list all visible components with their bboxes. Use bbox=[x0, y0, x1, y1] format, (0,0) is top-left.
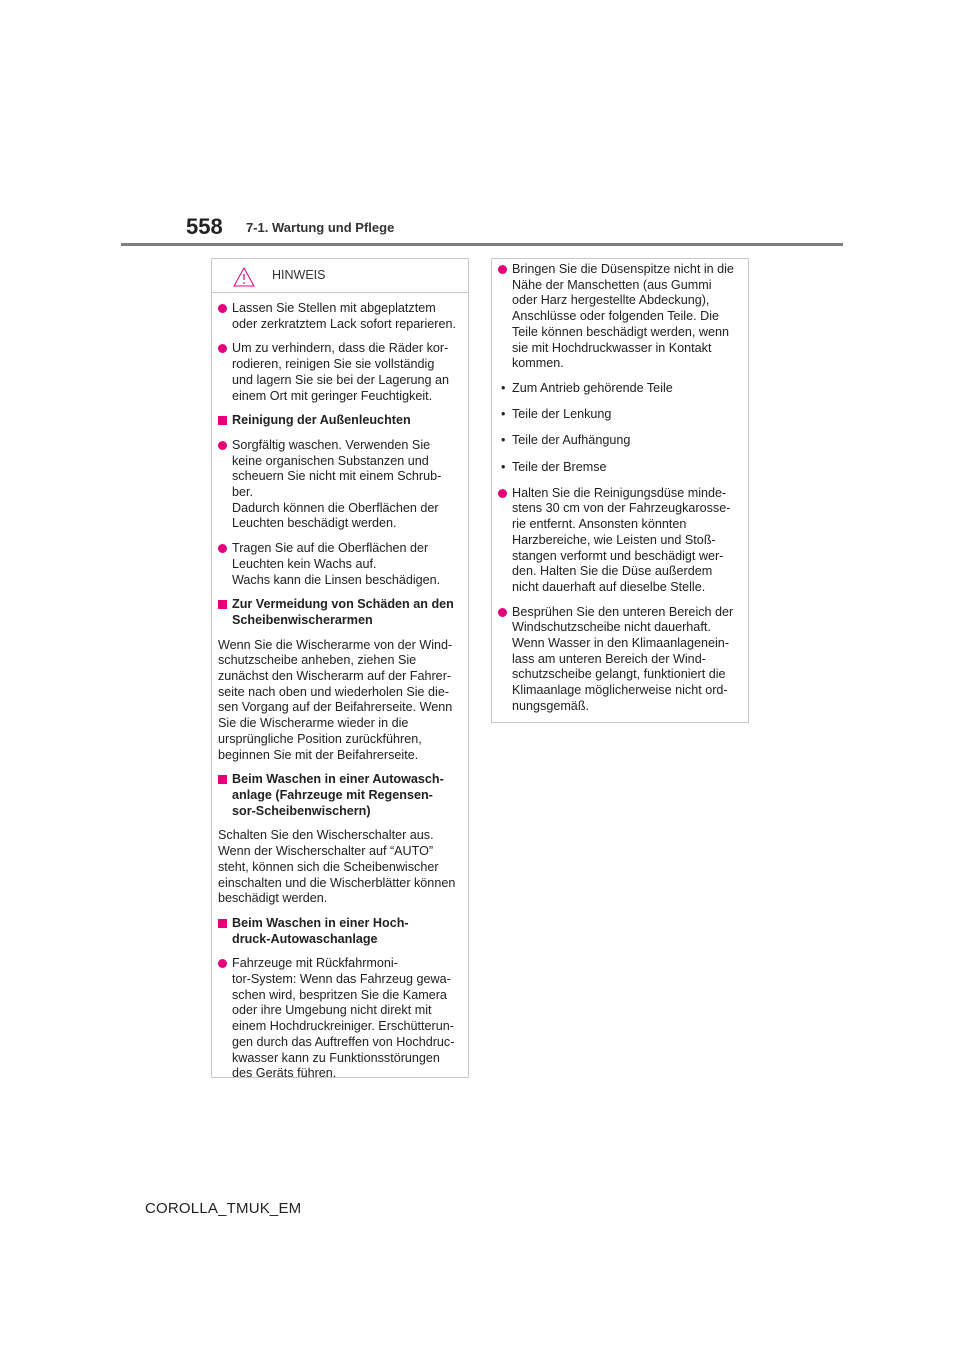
circle-bullet-icon bbox=[218, 304, 227, 313]
text-line: keine organischen Substanzen und bbox=[232, 453, 429, 468]
text-line: einschalten und die Wischerblätter können bbox=[218, 875, 456, 890]
section-title: 7-1. Wartung und Pflege bbox=[246, 220, 395, 235]
bullet-list-item bbox=[498, 381, 740, 397]
bullet-dot-icon: • bbox=[501, 459, 506, 474]
text-line: druck-Autowaschanlage bbox=[232, 931, 378, 946]
text-line: Zur Vermeidung von Schäden an den bbox=[232, 597, 454, 612]
notice-item bbox=[218, 541, 460, 588]
text-line: seite nach oben und wiederholen Sie die- bbox=[218, 684, 450, 699]
left-item-list bbox=[218, 301, 460, 1082]
notice-label: HINWEIS bbox=[272, 268, 326, 282]
circle-bullet-icon bbox=[218, 344, 227, 353]
text-line: nungsgemäß. bbox=[512, 698, 590, 713]
text-line: ber. bbox=[232, 485, 254, 500]
text-line: Leuchten kein Wachs auf. bbox=[232, 556, 377, 571]
text-line: sen Vorgang auf der Beifahrerseite. Wenn bbox=[218, 700, 453, 715]
text-line: Teile können beschädigt werden, wenn bbox=[512, 324, 730, 339]
text-line: des Geräts führen. bbox=[232, 1066, 337, 1081]
text-line: kwasser kann zu Funktionsstörungen bbox=[232, 1050, 440, 1065]
text-line: Sie die Wischerarme wieder in die bbox=[218, 716, 409, 731]
text-line: Harzbereiche, wie Leisten und Stoß- bbox=[512, 532, 716, 547]
text-line: Reinigung der Außenleuchten bbox=[232, 413, 411, 428]
text-line: Lassen Sie Stellen mit abgeplatztem bbox=[232, 301, 436, 315]
text-line: Um zu verhindern, dass die Räder kor- bbox=[232, 341, 449, 356]
text-line: stens 30 cm von der Fahrzeugkarosse- bbox=[512, 501, 731, 516]
text-line: oder zerkratztem Lack sofort reparieren. bbox=[232, 316, 456, 331]
text-line: Dadurch können die Oberflächen der bbox=[232, 500, 439, 515]
text-line: stangen verformt und beschädigt wer- bbox=[512, 548, 724, 563]
text-line: Fahrzeuge mit Rückfahrmoni- bbox=[232, 956, 398, 971]
text-line: Anschlüsse oder folgenden Teile. Die bbox=[512, 309, 719, 324]
circle-bullet-icon bbox=[218, 441, 227, 450]
notice-item bbox=[498, 262, 740, 372]
text-line: schutzscheibe gelangt, funktioniert die bbox=[512, 667, 726, 682]
text-line: Beim Waschen in einer Autowasch- bbox=[232, 772, 444, 787]
text-line: gen durch das Auftreffen von Hochdruc- bbox=[232, 1034, 455, 1049]
subheading-item bbox=[218, 916, 460, 947]
text-line: rie entfernt. Ansonsten könnten bbox=[512, 517, 687, 532]
footer-model-code: COROLLA_TMUK_EM bbox=[145, 1200, 302, 1217]
text-line: den. Halten Sie die Düse außerdem bbox=[512, 564, 713, 579]
text-line: Teile der Lenkung bbox=[512, 407, 612, 422]
subheading-item bbox=[218, 597, 460, 628]
text-line: nicht dauerhaft auf dieselbe Stelle. bbox=[512, 579, 706, 594]
square-bullet-icon bbox=[218, 416, 227, 425]
text-line: Wenn Sie die Wischerarme von der Wind- bbox=[218, 637, 453, 652]
notice-item bbox=[218, 956, 460, 1082]
bullet-list-item bbox=[498, 460, 740, 476]
text-line: Bringen Sie die Düsenspitze nicht in die bbox=[512, 262, 734, 276]
text-line: ursprüngliche Position zurückführen, bbox=[218, 731, 422, 746]
circle-bullet-icon bbox=[218, 959, 227, 968]
bullet-list-item bbox=[498, 433, 740, 449]
text-line: Besprühen Sie den unteren Bereich der bbox=[512, 604, 734, 619]
text-line: und lagern Sie sie bei der Lagerung an bbox=[232, 372, 450, 387]
text-line: lass am unteren Bereich der Wind- bbox=[512, 651, 706, 666]
text-line: Klimaanlage möglicherweise nicht ord- bbox=[512, 683, 728, 698]
text-line: Wachs kann die Linsen beschädigen. bbox=[232, 572, 441, 587]
notice-item bbox=[218, 438, 460, 532]
page-number: 558 bbox=[186, 214, 223, 239]
bullet-list-item bbox=[498, 407, 740, 423]
notice-header bbox=[218, 262, 460, 288]
text-line: Sorgfältig waschen. Verwenden Sie bbox=[232, 437, 431, 452]
text-line: Windschutzscheibe nicht dauerhaft. bbox=[512, 620, 711, 635]
text-line: sie mit Hochdruckwasser in Kontakt bbox=[512, 340, 712, 355]
circle-bullet-icon bbox=[218, 544, 227, 553]
text-line: beginnen Sie mit der Beifahrerseite. bbox=[218, 747, 419, 762]
square-bullet-icon bbox=[218, 775, 227, 784]
notice-item bbox=[218, 341, 460, 404]
text-line: Nähe der Manschetten (aus Gummi bbox=[512, 277, 712, 292]
text-line: oder ihre Umgebung nicht direkt mit bbox=[232, 1003, 432, 1018]
text-line: tor-System: Wenn das Fahrzeug gewa- bbox=[232, 972, 451, 987]
text-line: Teile der Aufhängung bbox=[512, 433, 631, 448]
notice-item bbox=[498, 605, 740, 715]
text-line: zunächst den Wischerarm auf der Fahrer- bbox=[218, 669, 452, 684]
text-line: Wenn der Wischerschalter auf “AUTO” bbox=[218, 844, 434, 859]
text-line: Zum Antrieb gehörende Teile bbox=[512, 380, 673, 395]
text-line: Tragen Sie auf die Oberflächen der bbox=[232, 541, 429, 556]
text-line: anlage (Fahrzeuge mit Regensen- bbox=[232, 787, 433, 802]
text-line: einem Hochdruckreiniger. Erschütterun- bbox=[232, 1019, 454, 1034]
notice-item bbox=[498, 486, 740, 596]
circle-bullet-icon bbox=[498, 265, 507, 274]
text-line: Wenn Wasser in den Klimaanlagenein- bbox=[512, 636, 730, 651]
text-line: schen wird, bespritzen Sie die Kamera bbox=[232, 987, 447, 1002]
circle-bullet-icon bbox=[498, 608, 507, 617]
notice-item bbox=[218, 301, 460, 332]
notice-box-right bbox=[491, 258, 749, 723]
subheading-item bbox=[218, 772, 460, 819]
header-rule bbox=[121, 243, 843, 246]
subheading-item bbox=[218, 413, 460, 429]
square-bullet-icon bbox=[218, 600, 227, 609]
circle-bullet-icon bbox=[498, 489, 507, 498]
text-line: rodieren, reinigen Sie sie vollständig bbox=[232, 357, 435, 372]
text-line: beschädigt werden. bbox=[218, 891, 328, 906]
body-paragraph bbox=[218, 638, 460, 764]
text-line: schutzscheibe anheben, ziehen Sie bbox=[218, 653, 417, 668]
square-bullet-icon bbox=[218, 919, 227, 928]
text-line: Halten Sie die Reinigungsdüse minde- bbox=[512, 485, 727, 500]
text-line: Scheibenwischerarmen bbox=[232, 612, 373, 627]
text-line: scheuern Sie nicht mit einem Schrub- bbox=[232, 469, 442, 484]
text-line: Leuchten beschädigt werden. bbox=[232, 516, 397, 531]
notice-box-left bbox=[211, 258, 469, 1081]
text-line: Teile der Bremse bbox=[512, 459, 607, 474]
text-line: Beim Waschen in einer Hoch- bbox=[232, 915, 409, 930]
text-line: einem Ort mit geringer Feuchtigkeit. bbox=[232, 388, 433, 403]
bullet-dot-icon: • bbox=[501, 433, 506, 448]
bullet-dot-icon: • bbox=[501, 380, 506, 395]
notice-divider bbox=[212, 292, 468, 293]
text-line: oder Harz hergestellte Abdeckung), bbox=[512, 293, 710, 308]
text-line: sor-Scheibenwischern) bbox=[232, 803, 371, 818]
text-line: kommen. bbox=[512, 356, 564, 371]
text-line: Schalten Sie den Wischerschalter aus. bbox=[218, 828, 434, 843]
bullet-dot-icon: • bbox=[501, 407, 506, 422]
text-line: steht, können sich die Scheibenwischer bbox=[218, 859, 439, 874]
right-item-list bbox=[498, 262, 740, 715]
warning-triangle-icon bbox=[233, 267, 255, 287]
body-paragraph bbox=[218, 828, 460, 907]
